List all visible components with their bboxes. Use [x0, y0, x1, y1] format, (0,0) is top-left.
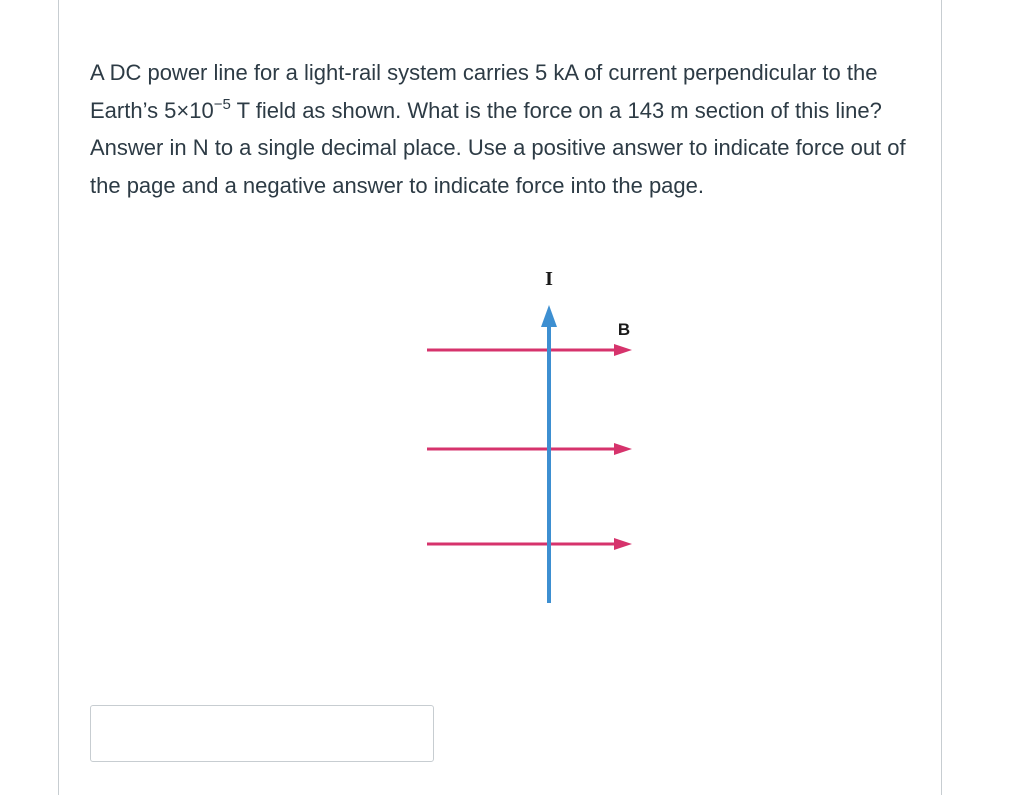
current-label: I: [545, 268, 553, 290]
field-arrowhead-middle: [614, 443, 632, 455]
field-arrowhead-bottom: [614, 538, 632, 550]
question-text: [90, 54, 920, 204]
answer-input[interactable]: [90, 705, 434, 762]
field-label: B: [617, 320, 631, 339]
current-field-diagram: [419, 255, 631, 615]
question-exponent: −5: [213, 95, 231, 113]
question-text-part1: A DC power line for a light-rail system carries 5 kA of current perpendicular to the Earth’s 5×10: [90, 60, 878, 123]
field-arrowhead-top: [614, 344, 632, 356]
question-text-part2: T field as shown. What is the force on a 143 m section of this line? Answer in N to a single decimal place. Use a positive answer to indicate force out of the page and a negative answer to indicate force into the page.: [90, 97, 906, 198]
current-arrowhead: [541, 305, 557, 327]
question-card: [58, 0, 942, 795]
